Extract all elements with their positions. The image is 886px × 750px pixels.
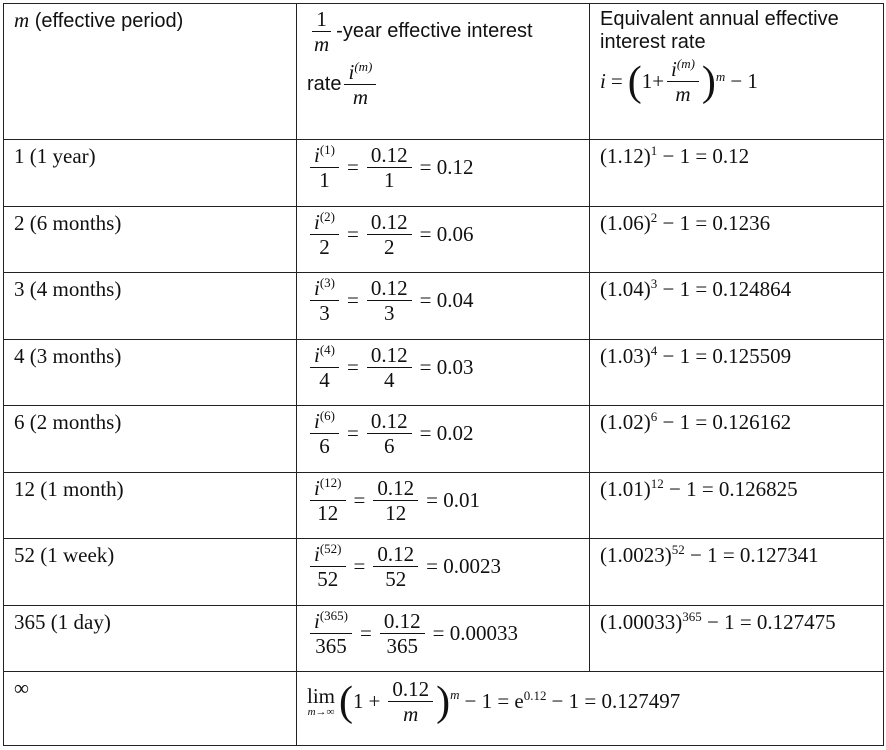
annual-base: (1.01) [600,476,651,501]
rate-fraction-rhs [367,144,412,191]
period-cell [4,273,297,340]
period-label: 2 (6 months) [14,210,122,235]
per-rate-value: = 0.02 [419,421,474,446]
period-label: 3 (4 months) [14,277,122,301]
rate-den-rhs: 6 [383,434,395,459]
annual-value: − 1 = 0.127341 [690,543,819,567]
rate-den-rhs: 1 [383,168,395,193]
limit-result: − 1 = 0.127497 [551,689,681,714]
annual-exp: 2 [650,209,658,225]
table-row [4,406,884,473]
per-period-rate-cell: $\frac{i^{(52)}}{52}$ = $\frac{0.12}{52}$ = 0.0023 [297,539,590,606]
annual-rate-cell [590,206,884,273]
annual-rate-cell [590,472,884,539]
annual-value: − 1 = 0.12 [662,144,750,168]
formula-one: 1 [641,69,653,94]
header-row [4,4,884,140]
rate-den-rhs: 52 [385,567,407,592]
limit-row [4,672,884,746]
annual-exp: 52 [671,542,685,557]
period-cell [4,339,297,406]
interest-rate-table [3,3,884,746]
rate-den-rhs: 2 [383,234,395,259]
annual-base: (1.04) [600,277,651,301]
period-cell [4,406,297,473]
header-effective-period [4,4,297,140]
annual-base: (1.0023) [600,543,672,567]
per-period-rate-cell: $\frac{i^{(1)}}{1}$ = $\frac{0.12}{1}$ = 0.12 [297,140,590,207]
rate-num: 0.12 [367,344,412,368]
rate-fraction-rhs [373,543,418,590]
per-period-rate-cell: $\frac{i^{(12)}}{12}$ = $\frac{0.12}{12}$ = 0.01 [297,472,590,539]
table-row [4,339,884,406]
header-annual-formula: i = ( 1 + $\frac{i^{(m)}}{m}$ ) m − 1 [600,56,758,107]
rate-fraction-lhs: $\frac{i^{(1)}}{1}$ [310,144,339,191]
annual-exp: 12 [650,475,664,491]
rate-den: m [352,85,368,110]
period-cell [4,605,297,672]
per-rate-value: = 0.00033 [432,620,518,645]
rate-fraction-lhs: $\frac{i^{(4)}}{4}$ [310,344,339,391]
header-col1-text: (effective period) [29,10,184,32]
rate-fraction-lhs: $\frac{i^{(2)}}{2}$ [310,211,339,258]
rate-num: 0.12 [367,144,412,168]
header-col2-text1: -year effective interest [336,20,533,43]
period-label: 4 (3 months) [14,343,122,368]
header-col3-line2: interest rate [600,31,706,53]
formula-frac-sup: (m) [676,56,695,71]
annual-exp: 1 [650,143,658,158]
table-row [4,140,884,207]
lim-text: lim [307,683,336,708]
annual-rate-cell [590,539,884,606]
period-label: 12 (1 month) [14,476,124,501]
table-row [4,605,884,672]
annual-base: (1.03) [600,343,651,368]
rate-fraction-lhs: $\frac{i^{(365)}}{365}$ [310,610,352,657]
rate-sup: (12) [319,474,342,490]
lim-sub: m→∞ [307,705,335,718]
rate-sup: (52) [319,541,342,556]
annual-exp: 3 [650,276,658,291]
per-period-rate-cell: $\frac{i^{(6)}}{6}$ = $\frac{0.12}{6}$ = 0.02 [297,406,590,473]
annual-value: − 1 = 0.124864 [662,277,792,301]
rate-fraction-rhs [367,344,412,391]
limit-e-exp: 0.12 [523,688,547,704]
rate-sup: (4) [319,341,336,357]
limit-num: 0.12 [388,678,433,702]
annual-exp: 6 [650,409,658,424]
per-period-rate-cell: $\frac{i^{(3)}}{3}$ = $\frac{0.12}{3}$ = 0.04 [297,273,590,340]
formula-frac-den: m [675,82,691,107]
frac-den: m [314,32,330,57]
annual-exp: 365 [682,608,702,624]
annual-value: − 1 = 0.126162 [662,410,792,434]
rate-fraction-rhs [367,277,412,324]
annual-base: (1.12) [600,144,651,168]
rate-den-rhs: 3 [383,301,395,326]
annual-base: (1.00033) [600,609,683,634]
per-rate-value: = 0.01 [426,487,480,512]
rate-den: 365 [315,633,347,658]
infinity-label: ∞ [14,676,29,700]
per-period-rate-cell: $\frac{i^{(2)}}{2}$ = $\frac{0.12}{2}$ = 0.06 [297,206,590,273]
rate-fraction-rhs [380,610,425,657]
annual-rate-cell [590,605,884,672]
header-annual-rate [590,4,884,140]
rate-den: 3 [319,301,330,326]
annual-base: (1.02) [600,410,651,434]
formula-plus: + [652,69,665,94]
rate-fraction-lhs: $\frac{i^{(12)}}{12}$ [310,477,346,524]
annual-value: − 1 = 0.126825 [669,476,798,501]
period-cell-infinity [4,672,297,746]
rate-sup: (m) [354,59,373,75]
rate-num: i [348,60,355,85]
rate-den-rhs: 365 [386,633,418,658]
rate-sup: (2) [319,208,336,224]
formula-tail: − 1 [730,69,758,94]
rate-den-rhs: 4 [383,367,395,392]
limit-den: m [403,702,419,727]
per-rate-value: = 0.06 [419,221,474,246]
rate-sup: (365) [319,607,349,623]
header-per-period-rate [297,4,590,140]
per-rate-value: = 0.03 [419,354,474,379]
per-rate-value: = 0.12 [419,155,474,180]
rate-fraction-rhs [367,211,412,258]
header-col2-text2: rate [307,73,342,96]
limit-one: 1 [353,689,364,714]
rate-num: 0.12 [373,543,418,567]
period-cell [4,206,297,273]
period-label: 1 (1 year) [14,144,96,168]
limit-plus: + [368,689,381,714]
header-col3-line1: Equivalent annual effective [600,8,839,30]
limit-mid: − 1 = e [464,689,524,714]
period-label: 6 (2 months) [14,410,122,434]
annual-rate-cell [590,406,884,473]
annual-rate-cell [590,140,884,207]
rate-fraction-lhs: $\frac{i^{(3)}}{3}$ [310,277,339,324]
rate-fraction-lhs: $\frac{i^{(6)}}{6}$ [310,410,339,457]
frac-num: 1 [312,8,331,32]
rate-fraction-rhs [373,477,418,524]
limit-formula-cell: lim m→∞ ( 1 + $\frac{0.12}{m}$ ) m − $1 = e^{0.12}$ − 1 = 0.127497 [297,672,884,746]
annual-value: − 1 = 0.1236 [662,210,771,235]
limit-fraction [388,678,433,725]
rate-den: 4 [319,367,330,392]
period-cell [4,539,297,606]
rate-den: 12 [317,500,339,525]
annual-rate-cell [590,273,884,340]
rate-num: 0.12 [367,211,412,235]
rate-fraction-lhs: $\frac{i^{(52)}}{52}$ [310,543,346,590]
per-period-rate-cell: $\frac{i^{(365)}}{365}$ = $\frac{0.12}{365}$ = 0.00033 [297,605,590,672]
table-row [4,472,884,539]
formula-lhs: i [600,69,606,94]
annual-value: − 1 = 0.127475 [707,609,836,634]
per-rate-value: = 0.0023 [426,554,501,579]
period-label: 365 (1 day) [14,609,111,634]
per-period-rate-cell: $\frac{i^{(4)}}{4}$ = $\frac{0.12}{4}$ = 0.03 [297,339,590,406]
formula-fraction [667,58,699,105]
period-label: 52 (1 week) [14,543,115,567]
header-m-var: m [14,8,30,32]
formula-frac-num: i [671,57,677,81]
rate-sup: (1) [319,142,336,157]
table-row [4,206,884,273]
per-rate-value: = 0.04 [419,288,474,313]
limit-operator [307,683,336,718]
header-one-over-m [310,8,333,55]
rate-den: 6 [319,434,330,459]
rate-fraction-rhs [367,410,412,457]
annual-value: − 1 = 0.125509 [662,343,792,368]
rate-sup: (6) [319,408,336,423]
rate-den: 52 [317,567,339,592]
annual-base: (1.06) [600,210,651,235]
rate-num: 0.12 [373,477,418,501]
table-row [4,273,884,340]
rate-num: 0.12 [380,610,425,634]
rate-sup: (3) [319,275,336,290]
rate-num: 0.12 [367,410,412,434]
annual-rate-cell [590,339,884,406]
table-row [4,539,884,606]
annual-exp: 4 [650,342,658,358]
header-rate-fraction [344,61,376,108]
rate-den: 1 [319,168,330,193]
period-cell [4,140,297,207]
rate-den-rhs: 12 [385,500,407,525]
period-cell [4,472,297,539]
rate-num: 0.12 [367,277,412,301]
rate-den: 2 [319,234,330,259]
